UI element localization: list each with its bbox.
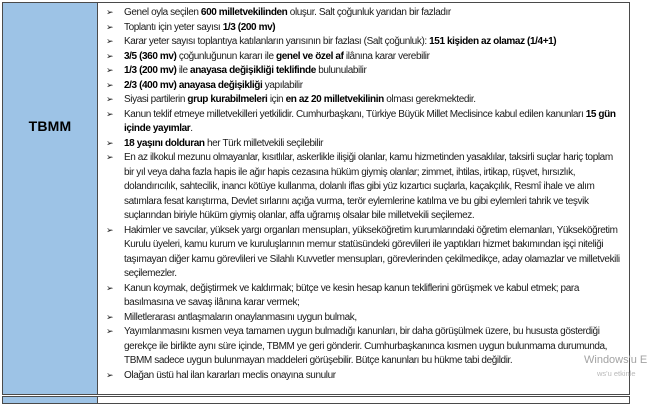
arrow-bullet-icon: ➢ — [106, 138, 114, 149]
item-text: Kanun teklif etmeye milletvekilleri yetkilidir. Cumhurbaşkanı, Türkiye Büyük Millet Meclisince kabul edilen kanunları 15 gün içinde yayımlar. — [124, 108, 616, 134]
arrow-bullet-icon: ➢ — [106, 370, 114, 381]
list-item — [103, 282, 626, 311]
item-text: 2/3 (400 mv) anayasa değişikliği yapılabilir — [124, 79, 303, 91]
windows-activation-watermark-line2: ws'u etkinle — [597, 369, 636, 378]
list-item — [103, 108, 626, 137]
list-item — [103, 369, 626, 384]
arrow-bullet-icon: ➢ — [106, 37, 114, 47]
arrow-bullet-icon: ➢ — [106, 95, 114, 105]
arrow-bullet-icon: ➢ — [106, 225, 114, 236]
item-text: Hakimler ve savcılar, yüksek yargı organları mensupları, yükseköğretim kurumlarındaki öğretim elemanları, Yükseköğretim Kurulu üyeleri, kamu kurum ve kuruluşlarının memur statüsündeki görevlileri ile yaptıkları hizmet bakımından işçi niteliği taşımayan diğer kamu görevlileri ve Silahlı Kuvvetler mensupları, görevlerinden çekilmedikçe, aday olamazlar ve milletvekili seçilemezler. — [124, 224, 620, 279]
list-item — [103, 6, 626, 21]
arrow-bullet-icon: ➢ — [106, 327, 114, 337]
arrow-bullet-icon: ➢ — [106, 109, 114, 120]
arrow-bullet-icon: ➢ — [106, 283, 114, 294]
list-item — [103, 93, 626, 108]
list-item — [103, 50, 626, 65]
arrow-bullet-icon: ➢ — [106, 66, 114, 76]
list-item — [103, 35, 626, 50]
tbmm-header-cell — [3, 3, 98, 394]
item-text: 1/3 (200 mv) ile anayasa değişikliği teklifinde bulunulabilir — [124, 65, 367, 76]
windows-activation-watermark-line1: Windows'u E — [584, 354, 647, 366]
item-text: Genel oyla seçilen 600 milletvekilinden oluşur. Salt çoğunluk yarıdan bir fazladır — [124, 7, 451, 18]
item-text: En az ilkokul mezunu olmayanlar, kısıtlılar, askerlikle ilişiği olanlar, kamu hizmetinden yasaklılar, taksirli suçlar hariç toplam bir yıl veya daha fazla hapis ile ağır hapis cezasına hüküm giymiş olanlar; zimmet, ihtilas, irtikap, rüşvet, hırsızlık, dolandırıcılık, sahtecilik, inancı kötüye kullanma, dolanlı iflas gibi yüz kızartıcı suçlarla, kaçakçılık, Resmî ihale ve alım satımlara fesat karıştırma, Devlet sırlarını açığa vurma, terör eylemlerine katılma ve bu gibi eylemleri tahrik ve teşvik suçlarından biriyle hüküm giymiş olanlar, affa uğramış olsalar bile milletvekili seçilemez. — [124, 152, 613, 221]
list-item — [103, 21, 626, 36]
item-text: Olağan üstü hal ilan kararları meclis onayına sunulur — [124, 369, 336, 381]
list-item — [103, 325, 626, 369]
item-text: Milletlerarası antlaşmaların onaylanmasını uygun bulmak, — [124, 311, 357, 323]
tbmm-table — [2, 2, 630, 395]
next-row-header-cell — [3, 397, 98, 403]
list-item — [103, 311, 626, 326]
arrow-bullet-icon: ➢ — [106, 8, 114, 18]
item-text: Siyasi partilerin grup kurabilmeleri için en az 20 milletvekilinin olması gerekmektedir. — [124, 94, 476, 105]
item-text: 3/5 (360 mv) çoğunluğunun kararı ile genel ve özel af ilânına karar verebilir — [124, 50, 430, 62]
item-text: Kanun koymak, değiştirmek ve kaldırmak; bütçe ve kesin hesap kanun tekliflerini görüşmek ve kabul etmek; para basılmasına ve savaş ilânına karar vermek; — [124, 282, 579, 308]
list-item — [103, 151, 626, 224]
arrow-bullet-icon: ➢ — [106, 51, 114, 62]
next-table-row-partial — [2, 396, 630, 404]
row-header-tbmm: TBMM — [28, 118, 72, 134]
bullet-list — [103, 6, 626, 383]
arrow-bullet-icon: ➢ — [106, 22, 114, 33]
arrow-bullet-icon: ➢ — [106, 153, 114, 163]
arrow-bullet-icon: ➢ — [106, 80, 114, 91]
list-item — [103, 79, 626, 94]
list-item — [103, 137, 626, 152]
item-text: Yayımlanmasını kısmen veya tamamen uygun bulmadığı kanunları, bir daha görüşülmek üzere, bu hususta gösterdiği gerekçe ile birlikte aynı süre içinde, TBMM ye geri gönderir. Cumhurbaşkanınca kısmen uygun bulunmama durumunda, TBMM sadece uygun bulunmayan maddeleri görüşebilir. Bütçe kanunları bu hükme tabi değildir. — [124, 326, 608, 366]
list-item — [103, 224, 626, 282]
arrow-bullet-icon: ➢ — [106, 312, 114, 323]
tbmm-content-cell — [98, 3, 629, 394]
item-text: Toplantı için yeter sayısı 1/3 (200 mv) — [124, 21, 276, 33]
item-text: Karar yeter sayısı toplantıya katılanların yarısının bir fazlası (Salt çoğunluk): 151 kişiden az olamaz (1/4+1) — [124, 36, 557, 47]
list-item — [103, 64, 626, 79]
item-text: 18 yaşını dolduran her Türk milletvekili seçilebilir — [124, 137, 324, 149]
